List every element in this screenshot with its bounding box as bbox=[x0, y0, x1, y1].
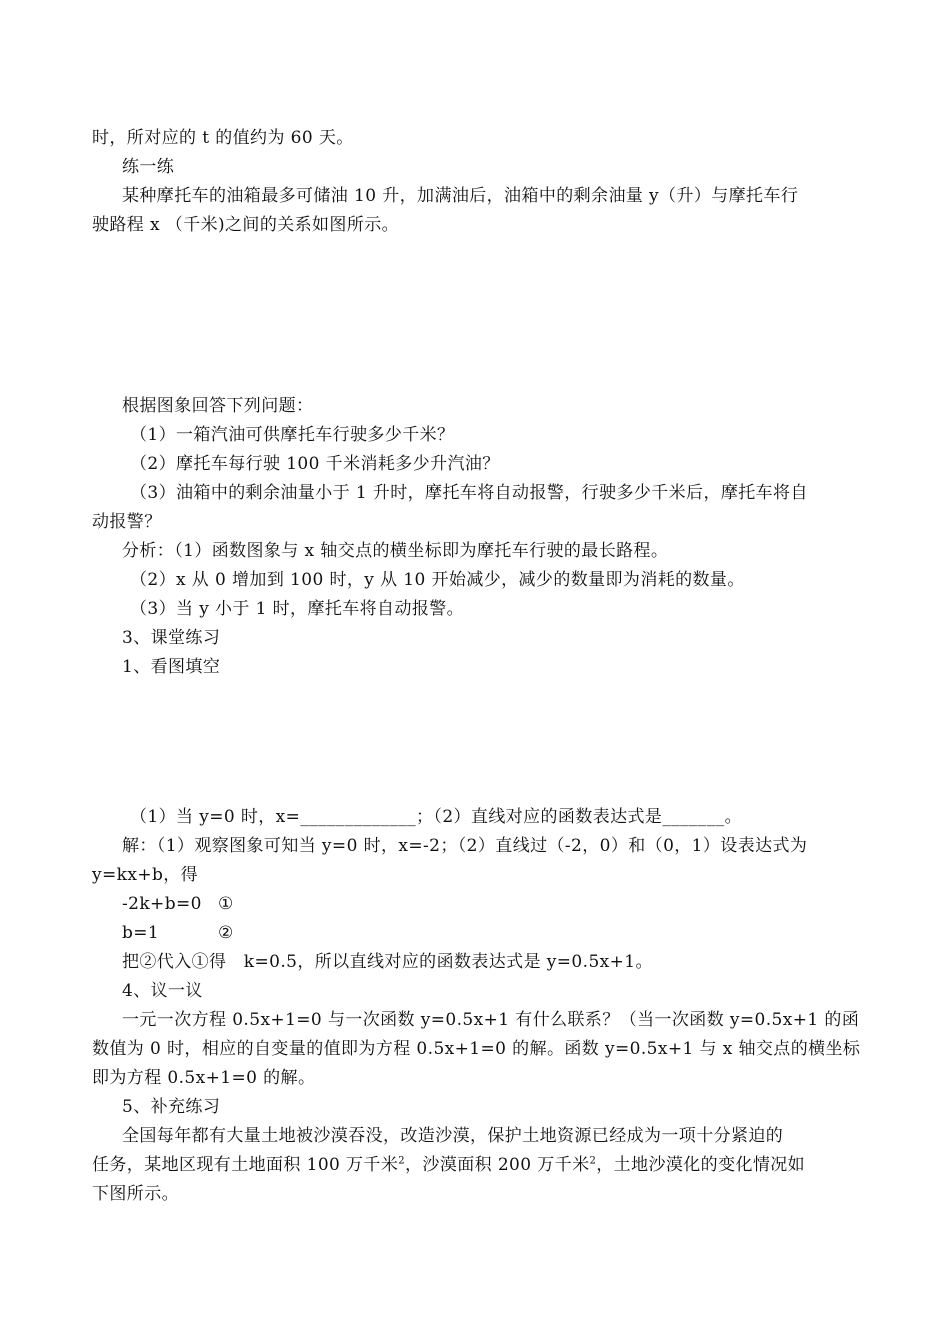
text-line: 动报警？ bbox=[92, 512, 162, 532]
text-line: 数值为 0 时，相应的自变量的值即为方程 0.5x+1=0 的解。函数 y=0.5x+1 与 x 轴交点的横坐标 bbox=[92, 1039, 861, 1059]
section-heading: 练一练 bbox=[122, 157, 175, 177]
question-item: （1）一箱汽油可供摩托车行驶多少千米？ bbox=[130, 425, 455, 445]
solution-line: 解：（1）观察图象可知当 y=0 时，x=-2；（2）直线过（-2，0）和（0，1）设表达式为 bbox=[122, 836, 808, 856]
text-segment: ，沙漠面积 200 万千米 bbox=[405, 1155, 590, 1175]
text-line: 即为方程 0.5x+1=0 的解。 bbox=[92, 1068, 316, 1088]
section-heading: 4、议一议 bbox=[122, 981, 203, 1001]
section-heading: 3、课堂练习 bbox=[122, 628, 221, 648]
text-line: 下图所示。 bbox=[92, 1184, 179, 1204]
section-heading: 1、看图填空 bbox=[122, 657, 221, 677]
question-item: （2）摩托车每行驶 100 千米消耗多少升汽油？ bbox=[130, 454, 500, 474]
superscript: 2 bbox=[589, 1155, 597, 1167]
text-line: 时，所对应的 t 的值约为 60 天。 bbox=[92, 128, 354, 148]
equation-2-marker: ② bbox=[218, 923, 234, 943]
fill-in-question: （1）当 y=0 时，x=_____________；（2）直线对应的函数表达式是_______。 bbox=[130, 807, 743, 827]
text-line: 某种摩托车的油箱最多可储油 10 升，加满油后，油箱中的剩余油量 y（升）与摩托车行 bbox=[122, 186, 799, 206]
analysis-line: （2）x 从 0 增加到 100 时，y 从 10 开始减少，减少的数量即为消耗的数量。 bbox=[130, 570, 745, 590]
text-line: 驶路程 x （千米)之间的关系如图所示。 bbox=[92, 215, 400, 235]
equation-2: b=1 bbox=[122, 923, 160, 943]
equation-1: -2k+b=0 bbox=[122, 894, 202, 914]
section-heading: 5、补充练习 bbox=[122, 1097, 221, 1117]
question-item: （3）油箱中的剩余油量小于 1 升时，摩托车将自动报警，行驶多少千米后，摩托车将自 bbox=[130, 483, 808, 503]
equation-1-marker: ① bbox=[218, 894, 234, 914]
superscript: 2 bbox=[398, 1155, 406, 1167]
text-segment: 任务，某地区现有土地面积 100 万千米 bbox=[92, 1155, 399, 1175]
analysis-line: 分析：（1）函数图象与 x 轴交点的横坐标即为摩托车行驶的最长路程。 bbox=[122, 541, 669, 561]
text-segment: ，土地沙漠化的变化情况如 bbox=[596, 1155, 806, 1175]
text-line: 根据图象回答下列问题： bbox=[122, 396, 314, 416]
text-line bbox=[92, 1154, 805, 1176]
solution-line: y=kx+b，得 bbox=[92, 865, 199, 885]
analysis-line: （3）当 y 小于 1 时，摩托车将自动报警。 bbox=[130, 599, 465, 619]
text-line: 全国每年都有大量土地被沙漠吞没，改造沙漠，保护土地资源已经成为一项十分紧迫的 bbox=[122, 1126, 784, 1146]
text-line: 一元一次方程 0.5x+1=0 与一次函数 y=0.5x+1 有什么联系？（当一次函数 y=0.5x+1 的函 bbox=[122, 1010, 860, 1030]
solution-line: 把②代入①得 k=0.5，所以直线对应的函数表达式是 y=0.5x+1。 bbox=[122, 952, 653, 972]
